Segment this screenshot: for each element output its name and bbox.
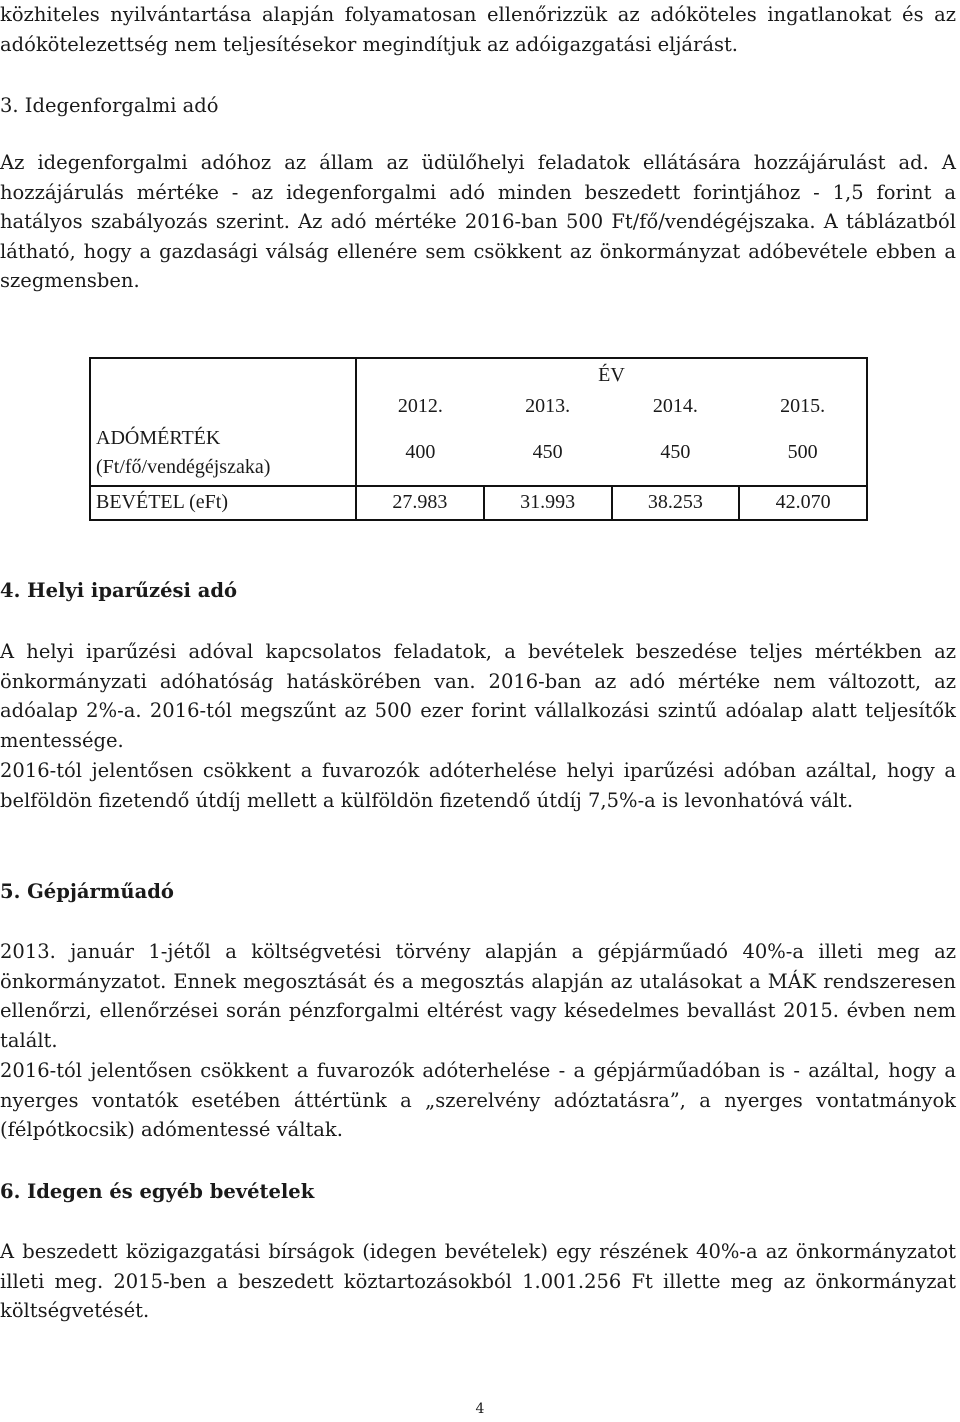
table-corner-cell xyxy=(90,358,356,422)
section-5-paragraph-1: 2013. január 1-jétől a költségvetési törvény alapján a gépjárműadó 40%-a illeti meg az önkormányzatot. Ennek megosztását és a megosztás alapján az utalásokat a MÁK rendszeresen ellenőrzi, ellenőrzései során pénzforgalmi eltérést vagy késedelmes bevallást 2015. évben nem talált. xyxy=(0,940,956,1052)
table-cell: 450 xyxy=(612,422,740,486)
table-cell: 450 xyxy=(484,422,612,486)
table-group-header: ÉV xyxy=(356,358,867,392)
row-label-rate xyxy=(90,422,356,486)
year-header: 2014. xyxy=(652,395,698,417)
year-header: 2012. xyxy=(356,392,484,422)
section-5-title: 5. Gépjárműadó xyxy=(0,880,174,903)
tourism-tax-table-wrap xyxy=(89,357,868,517)
tourism-tax-table xyxy=(89,357,868,521)
table-cell: 42.070 xyxy=(739,486,867,520)
row-label-rate-line2: (Ft/fő/vendégéjszaka) xyxy=(96,456,271,479)
row-label-rate-line1: ADÓMÉRTÉK xyxy=(96,427,221,450)
section-5-paragraph-2: 2016-tól jelentősen csökkent a fuvarozók adóterhelése - a gépjárműadóban is - azáltal, hogy a nyerges vontatók esetében áttértünk a „szerelvény adóztatásra”, a nyerges vontatmányok (félpótkocsik) adómentessé váltak. xyxy=(0,1059,956,1142)
section-4-paragraph-1: A helyi iparűzési adóval kapcsolatos feladatok, a bevételek beszedése teljes mértékben az önkormányzati adóhatóság hatáskörében van. 2016-ban az adó mértéke nem változott, az adóalap 2%-a. 2016-tól megszűnt az 500 ezer forint vállalkozási szintű adóalap alatt teljesítők mentessége. xyxy=(0,640,956,752)
section-6-paragraph: A beszedett közigazgatási bírságok (idegen bevételek) egy részének 40%-a az önkormányzatot illeti meg. 2015-ben a beszedett köztartozásokból 1.001.256 Ft illette meg az önkormányzat költségvetését. xyxy=(0,1240,956,1323)
year-header: 2013. xyxy=(525,395,571,417)
intro-paragraph: közhiteles nyilvántartása alapján folyamatosan ellenőrizzük az adóköteles ingatlanokat és az adókötelezettség nem teljesítésekor megindítjuk az adóigazgatási eljárást. xyxy=(0,3,956,56)
section-6-title: 6. Idegen és egyéb bevételek xyxy=(0,1180,315,1203)
row-label-revenue: BEVÉTEL (eFt) xyxy=(90,486,356,520)
table-cell: 31.993 xyxy=(484,486,612,520)
table-cell: 500 xyxy=(739,422,867,486)
table-cell: 400 xyxy=(356,422,484,486)
table-cell: 27.983 xyxy=(356,486,484,520)
section-3-paragraph: Az idegenforgalmi adóhoz az állam az üdülőhelyi feladatok ellátására hozzájárulást ad. A hozzájárulás mértéke - az idegenforgalmi adó minden beszedett forintjához - 1,5 forint a hatályos szabályozás szerint. Az adó mértéke 2016-ban 500 Ft/fő/vendégéjszaka. A táblázatból látható, hogy a gazdasági válság ellenére sem csökkent az önkormányzat adóbevétele ebben a szegmensben. xyxy=(0,151,956,293)
table-cell: 38.253 xyxy=(612,486,740,520)
page-number: 4 xyxy=(475,1401,485,1417)
section-4-paragraph-2: 2016-tól jelentősen csökkent a fuvarozók adóterhelése helyi iparűzési adóban azáltal, hogy a belföldön fizetendő útdíj mellett a külföldön fizetendő útdíj 7,5%-a is levonhatóvá vált. xyxy=(0,759,956,812)
year-header: 2015. xyxy=(739,392,867,422)
section-3-title: 3. Idegenforgalmi adó xyxy=(0,94,219,117)
section-4-title: 4. Helyi iparűzési adó xyxy=(0,579,237,602)
